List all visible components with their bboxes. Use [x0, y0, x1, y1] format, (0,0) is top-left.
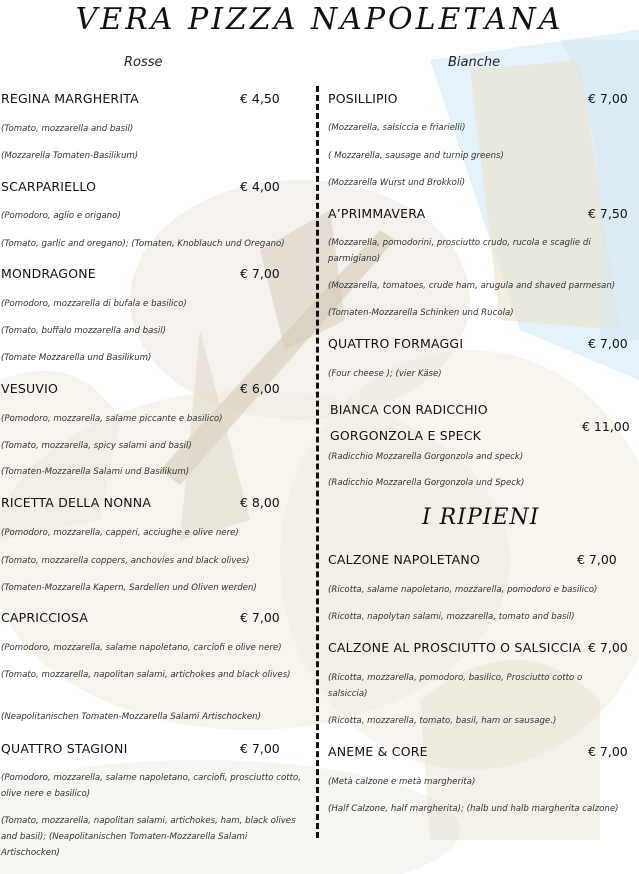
pizza-description: (Mozzarella Wurst und Brokkoli) — [328, 178, 466, 188]
pizza-name-aneme-core: ANEME & CORE — [328, 744, 428, 759]
pizza-price-posillipio: € 7,00 — [588, 91, 628, 106]
pizza-name-scarpariello: SCARPARIELLO — [1, 179, 97, 194]
pizza-description: (Tomato, garlic and oregano); (Tomaten, Knoblauch und Oregano) — [1, 239, 285, 249]
pizza-name-ricetta-della-nonna: RICETTA DELLA NONNA — [1, 495, 152, 510]
pizza-description: (Tomato, mozzarella, spicy salami and basil) — [1, 441, 192, 451]
pizza-price-quattro-stagioni: € 7,00 — [240, 741, 280, 756]
pizza-description: (Four cheese ); (vier Käse) — [328, 369, 442, 379]
pizza-description: (Mozzarella, pomodorini, prosciutto crudo, rucola e scaglie di parmigiano) — [328, 238, 591, 264]
pizza-name-bianca-radicchio: BIANCA CON RADICCHIO GORGONZOLA E SPECK — [330, 402, 488, 443]
pizza-description: (Ricotta, napolytan salami, mozzarella, tomato and basil) — [328, 612, 575, 622]
pizza-name-posillipio: POSILLIPIO — [328, 91, 398, 106]
pizza-description: (Radicchio Mozzarella Gorgonzola and speck) — [328, 452, 524, 462]
pizza-description: (Pomodoro, aglio e origano) — [1, 211, 121, 221]
pizza-price-ricetta-della-nonna: € 8,00 — [240, 495, 280, 510]
pizza-name-vesuvio: VESUVIO — [1, 381, 59, 396]
pizza-name-capricciosa: CAPRICCIOSA — [1, 610, 89, 625]
pizza-description: (Tomaten-Mozzarella Schinken und Rucola) — [328, 308, 514, 318]
pizza-price-mondragone: € 7,00 — [240, 266, 280, 281]
pizza-description: (Pomodoro, mozzarella di bufala e basilico) — [1, 299, 187, 309]
pizza-price-vesuvio: € 6,00 — [240, 381, 280, 396]
pizza-price-bianca-radicchio: € 11,00 — [582, 419, 630, 434]
pizza-description: (Neapolitanischen Tomaten-Mozzarella Salami Artischocken) — [1, 712, 261, 722]
pizza-name-mondragone: MONDRAGONE — [1, 266, 96, 281]
pizza-description: (Ricotta, mozzarella, pomodoro, basilico, Prosciutto cotto o salsiccia) — [328, 673, 583, 699]
pizza-description: (Pomodoro, mozzarella, salame piccante e basilico) — [1, 414, 223, 424]
pizza-name-regina-margherita: REGINA MARGHERITA — [1, 91, 139, 106]
pizza-description: (Pomodoro, mozzarella, capperi, acciughe e olive nere) — [1, 528, 239, 538]
pizza-description: (Pomodoro, mozzarella, salame napoletano, carciofi, prosciutto cotto, olive nere e basilico) — [1, 773, 301, 799]
pizza-name-calzone-prosciutto: CALZONE AL PROSCIUTTO O SALSICCIA — [328, 640, 582, 655]
pizza-description: (Radicchio Mozzarella Gorgonzola und Speck) — [328, 478, 525, 488]
pizza-description: (Tomaten-Mozzarella Kapern, Sardellen und Oliven werden) — [1, 583, 257, 593]
pizza-name-quattro-formaggi: QUATTRO FORMAGGI — [328, 336, 464, 351]
pizza-description: (Ricotta, salame napoletano, mozzarella, pomodoro e basilico) — [328, 585, 598, 595]
pizza-description: (Tomato, mozzarella and basil) — [1, 124, 134, 134]
pizza-price-scarpariello: € 4,00 — [240, 179, 280, 194]
pizza-price-aneme-core: € 7,00 — [588, 744, 628, 759]
column-divider — [316, 86, 319, 838]
section-title-ripieni: I RIPIENI — [422, 505, 540, 530]
pizza-price-capricciosa: € 7,00 — [240, 610, 280, 625]
pizza-description: (Half Calzone, half margherita); (halb und halb margherita calzone) — [328, 804, 619, 814]
pizza-price-calzone-napoletano: € 7,00 — [577, 552, 617, 567]
pizza-description: (Tomate Mozzarella und Basilikum) — [1, 353, 152, 363]
pizza-description: (Tomato, mozzarella, napolitan salami, artichokes, ham, black olives and basil); (Neapolitanischen Tomaten-Mozzarella Salami Artischocken) — [1, 816, 296, 858]
pizza-name-aprimmavera: A’PRIMMAVERA — [328, 206, 426, 221]
pizza-description: (Mozzarella Tomaten-Basilikum) — [1, 151, 139, 161]
pizza-description: (Ricotta, mozzarella, tomato, basil, ham or sausage.) — [328, 716, 557, 726]
pizza-description: (Mozzarella, salsiccia e friarielli) — [328, 123, 466, 133]
page-title: VERA PIZZA NAPOLETANA — [75, 2, 564, 32]
pizza-name-quattro-stagioni: QUATTRO STAGIONI — [1, 741, 128, 756]
pizza-description: (Tomato, buffalo mozzarella and basil) — [1, 326, 167, 336]
pizza-price-calzone-prosciutto: € 7,00 — [588, 640, 628, 655]
column-heading-bianche: Bianche — [448, 55, 501, 70]
pizza-description: (Metà calzone e metà margherita) — [328, 777, 476, 787]
pizza-price-regina-margherita: € 4,50 — [240, 91, 280, 106]
pizza-description: ( Mozzarella, sausage and turnip greens) — [328, 151, 504, 161]
pizza-name-calzone-napoletano: CALZONE NAPOLETANO — [328, 552, 481, 567]
pizza-description: (Mozzarella, tomatoes, crude ham, arugula and shaved parmesan) — [328, 281, 616, 291]
pizza-price-quattro-formaggi: € 7,00 — [588, 336, 628, 351]
pizza-description: (Pomodoro, mozzarella, salame napoletano, carciofi e olive nere) — [1, 643, 282, 653]
pizza-description: (Tomaten-Mozzarella Salami und Basilikum) — [1, 467, 190, 477]
pizza-description: (Tomato, mozzarella coppers, anchovies and black olives) — [1, 556, 250, 566]
column-heading-rosse: Rosse — [124, 55, 163, 70]
pizza-price-aprimmavera: € 7,50 — [588, 206, 628, 221]
pizza-description: (Tomato, mozzarella, napolitan salami, artichokes and black olives) — [1, 670, 291, 680]
